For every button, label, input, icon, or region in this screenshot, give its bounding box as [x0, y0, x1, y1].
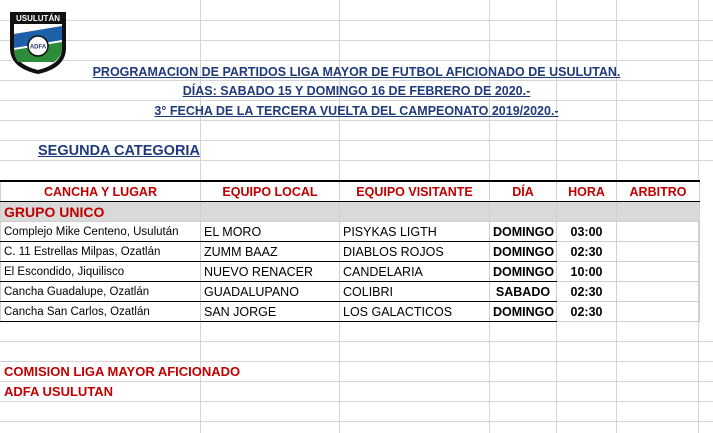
visitor-team-cell: COLIBRI — [340, 282, 490, 302]
venue-cell: El Escondido, Jiquilisco — [1, 262, 201, 282]
header-title-line3: 3° FECHA DE LA TERCERA VUELTA DEL CAMPEONATO 2019/2020.- — [154, 104, 559, 118]
time-cell: 02:30 — [557, 302, 617, 322]
svg-text:FSF: FSF — [33, 65, 43, 71]
table-row — [1, 242, 700, 262]
venue-cell: Cancha Guadalupe, Ozatlán — [1, 282, 201, 302]
col-header-day: DÍA — [490, 181, 557, 202]
visitor-team-cell: PISYKAS LIGTH — [340, 222, 490, 242]
day-cell: DOMINGO — [490, 222, 557, 242]
time-cell: 02:30 — [557, 282, 617, 302]
section-title: SEGUNDA CATEGORIA — [38, 143, 200, 159]
col-header-visitor: EQUIPO VISITANTE — [340, 181, 490, 202]
table-row — [1, 302, 700, 322]
referee-cell — [617, 282, 700, 302]
local-team-cell: ZUMM BAAZ — [201, 242, 340, 262]
venue-cell: Complejo Mike Centeno, Usulután — [1, 222, 201, 242]
referee-cell — [617, 262, 700, 282]
visitor-team-cell: CANDELARIA — [340, 262, 490, 282]
time-cell: 03:00 — [557, 222, 617, 242]
local-team-cell: SAN JORGE — [201, 302, 340, 322]
local-team-cell: EL MORO — [201, 222, 340, 242]
local-team-cell: GUADALUPANO — [201, 282, 340, 302]
group-row — [1, 202, 700, 222]
svg-text:ADFA: ADFA — [29, 44, 47, 51]
table-row — [1, 222, 700, 242]
col-header-venue: CANCHA Y LUGAR — [1, 181, 201, 202]
footer-organization: ADFA USULUTAN — [4, 384, 114, 399]
visitor-team-cell: DIABLOS ROJOS — [340, 242, 490, 262]
venue-cell: C. 11 Estrellas Milpas, Ozatlán — [1, 242, 201, 262]
day-cell: DOMINGO — [490, 242, 557, 262]
visitor-team-cell: LOS GALACTICOS — [340, 302, 490, 322]
col-header-time: HORA — [557, 181, 617, 202]
day-cell: DOMINGO — [490, 302, 557, 322]
day-cell: DOMINGO — [490, 262, 557, 282]
svg-text:USULUTÁN: USULUTÁN — [16, 14, 60, 23]
local-team-cell: NUEVO RENACER — [201, 262, 340, 282]
day-cell: SABADO — [490, 282, 557, 302]
header-title-line2: DÍAS: SABADO 15 Y DOMINGO 16 DE FEBRERO DE 2020.- — [182, 84, 531, 98]
table-row — [1, 262, 700, 282]
table-row — [1, 282, 700, 302]
schedule-table — [0, 180, 700, 322]
col-header-local: EQUIPO LOCAL — [201, 181, 340, 202]
table-header-row — [1, 181, 700, 202]
referee-cell — [617, 302, 700, 322]
footer-commission: COMISION LIGA MAYOR AFICIONADO — [4, 364, 241, 379]
referee-cell — [617, 222, 700, 242]
venue-cell: Cancha San Carlos, Ozatlán — [1, 302, 201, 322]
header-title-line1: PROGRAMACION DE PARTIDOS LIGA MAYOR DE FUTBOL AFICIONADO DE USULUTAN. — [92, 65, 621, 79]
group-label: GRUPO UNICO — [1, 202, 201, 222]
referee-cell — [617, 242, 700, 262]
time-cell: 10:00 — [557, 262, 617, 282]
time-cell: 02:30 — [557, 242, 617, 262]
col-header-referee: ARBITRO — [617, 181, 700, 202]
